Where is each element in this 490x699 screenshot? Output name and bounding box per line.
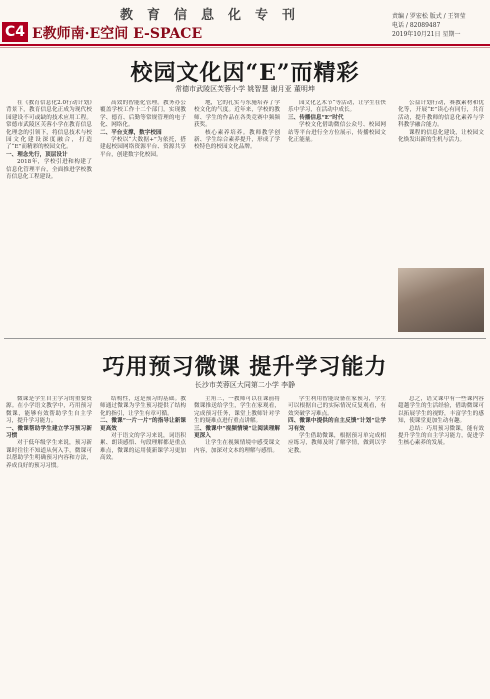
- paragraph: 微课是学生自主学习的重要资源。在小学语文教学中，巧用预习微课，能够有效帮助学生自主学习，提升学习能力。: [6, 396, 92, 425]
- header-rule: [0, 44, 490, 46]
- article2-byline: 长沙市芙蓉区大同第二小学 李静: [194, 381, 296, 389]
- article1-column-4: [288, 100, 386, 334]
- article1-title: 校园文化因“E”而精彩: [130, 60, 360, 86]
- editor-credit: 责编 / 罗宏松 版式 / 王智莹: [392, 13, 466, 20]
- article1-column-5: [398, 100, 484, 264]
- article1-column-2: [100, 100, 186, 334]
- article-photo: [398, 268, 484, 332]
- paragraph: 地，它的孔实与东施培养了学校文化的气度。近年来，学校的教师、学生的作品在各类竞赛中频频获奖。: [194, 100, 280, 129]
- phone-number: 电话 / 82089487: [392, 22, 441, 29]
- article2-column-2: [100, 396, 186, 694]
- subheading: 三、传播信息“E”时代: [288, 114, 344, 121]
- paragraph: 在《教育信息化2.0行动计划》背景下，教育信息化正成为现代校园建设不可或缺的技术应用工程。常德市武陵区芙蓉小学在教育信息化理念的引领下，将信息技术与校园文化建设深度融合，打造了“E”而精彩的校园文化。: [6, 100, 92, 151]
- paragraph: 2018年，学校引进和构建了信息化管理平台，全面推进学校教育信息化工程建设。: [6, 159, 92, 181]
- paragraph: 课程的信息化建设，让校园文化焕发出新的生机与活力。: [398, 129, 484, 144]
- paragraph: 学校文化借助微信公众号、校园网站等平台进行全方位展示，传播校园文化正能量。: [288, 122, 386, 144]
- paragraph: 让学生在视频情境中感受课文内容，加深对文本的理解与感悟。: [194, 440, 280, 454]
- paragraph: 学生利用智能设备在家预习，学生可以根据自己的实际情况反复观看，有效突破学习难点。: [288, 396, 386, 417]
- article-divider: [4, 338, 486, 339]
- header-thin-rule: [0, 47, 490, 48]
- article1-column-3: [194, 100, 280, 334]
- paragraph: 对于语文的学习来说，词语积累、朗读感悟、句段理解都是重点难点，微课的运用使新课学习更加高效。: [100, 433, 186, 462]
- subheading: 一、微课帮助学生建立学习预习新习惯: [6, 425, 92, 440]
- article1-column-1: [6, 100, 92, 334]
- article2-column-5: [398, 396, 484, 694]
- section-bar: [0, 22, 260, 42]
- paragraph: 学校以“大数据+”为依托，搭建起校园网络资源平台、资源共享平台，创建数字化校园。: [100, 137, 186, 158]
- paragraph: 园文化艺术节“等活动，让学生在快乐中学习，在活动中成长。: [288, 100, 386, 114]
- article2-column-4: [288, 396, 386, 694]
- newspaper-motto: 教育信息化专刊: [120, 8, 310, 23]
- paragraph: 核心素养培养。教师教学创新、学生综合素养提升，形成了学校特色的校园文化品牌。: [194, 129, 280, 151]
- paragraph: 公益计划行动，赛教素材和优化等，开展“E”读心有同行，共育活动，提升教师的信息化素养与学科教学融合能力。: [398, 100, 484, 129]
- subheading: 二、微课“一片一片”的指导让新课更高效: [100, 418, 186, 432]
- paragraph: 高效的智能化管理。教务办公覆盖学校工作十二个部门，实现教学、德育、后勤等常规管理的电子化、网络化。: [100, 100, 186, 129]
- section-title: E教师南·E空间 E-SPACE: [32, 26, 203, 42]
- paragraph: 学生借助微课，根据预习单完成相应练习，教师及时了解学情，做到以学定教。: [288, 433, 386, 454]
- paragraph: 主角三，一教师可以在课前将微课推送给学生，学生在家观看，完成预习任务，课堂上教师针对学生的疑难点进行重点讲解。: [194, 396, 280, 425]
- page-info: [392, 12, 482, 39]
- article2-title: 巧用预习微课 提升学习能力: [102, 354, 388, 380]
- article2-column-3: [194, 396, 280, 694]
- subheading: 二、平台支撑，数字校园: [100, 129, 162, 136]
- subheading: 三、微课中“视频情境”让阅读理解更深入: [194, 425, 280, 440]
- issue-date: 2019年10月21日 星期一: [392, 31, 461, 38]
- article1-byline: 常德市武陵区芙蓉小学 姚智慧 谢月亚 董明坤: [175, 85, 315, 93]
- masthead: [0, 0, 490, 46]
- paragraph: 结构性，这是预习的基础。教师通过微课为学生预习提供了结构化的指引，让学生有章可循。: [100, 396, 186, 417]
- subheading: 四、微课中提供的自主反馈“计划”让学习有效: [288, 418, 386, 432]
- article2-column-1: [6, 396, 92, 694]
- page-number: C4: [2, 22, 28, 42]
- paragraph: 对于低年级学生来说，预习新课时往往不知道从何入手，微课可以帮助学生明确预习内容和方法，养成良好的预习习惯。: [6, 440, 92, 469]
- subheading: 一、理念先行，顶层设计: [6, 151, 68, 158]
- paragraph: 总之，语文课中有一些课内容超越学生的生活经验，借助微课可以拓展学生的视野，丰富学生的感知，使课堂更加生动有趣。: [398, 396, 484, 425]
- paragraph: 总结：巧用预习微课，能有效提升学生的自主学习能力，促进学生核心素养的发展。: [398, 425, 484, 447]
